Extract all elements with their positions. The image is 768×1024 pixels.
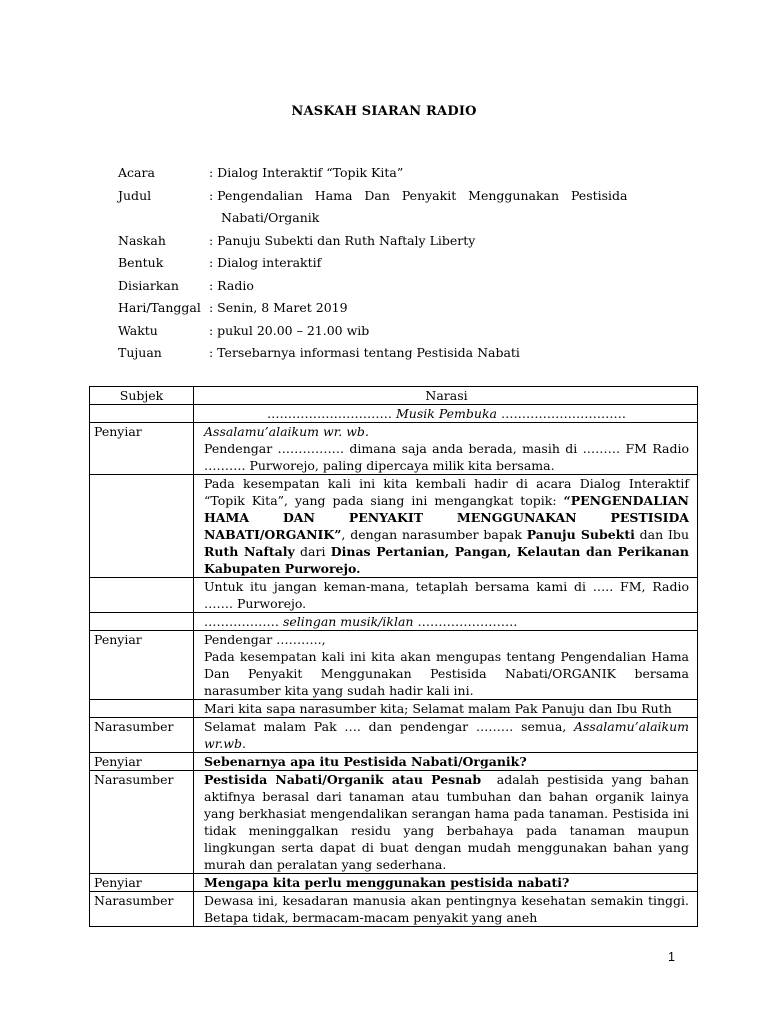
narration-text: dari bbox=[294, 544, 331, 559]
info-label: Tujuan bbox=[118, 345, 162, 360]
narration-cell: Dewasa ini, kesadaran manusia akan pentingnya kesehatan semakin tinggi. Betapa tidak, bermacam-macam penyakit yang aneh bbox=[194, 892, 698, 927]
page-number: 1 bbox=[668, 950, 675, 964]
info-value: : pukul 20.00 – 21.00 wib bbox=[209, 322, 370, 338]
table-row bbox=[90, 423, 698, 475]
table-row bbox=[90, 405, 698, 423]
info-row-disiarkan bbox=[118, 275, 678, 298]
narration-cell bbox=[194, 613, 698, 631]
narration-cell: Mari kita sapa narasumber kita; Selamat malam Pak Panuju dan Ibu Ruth bbox=[194, 700, 698, 718]
table-row bbox=[90, 475, 698, 578]
narration-cell bbox=[194, 631, 698, 700]
document-title: NASKAH SIARAN RADIO bbox=[291, 104, 477, 119]
topic-title: “PENGENDALIAN HAMA DAN PENYAKIT MENGGUNAKAN PESTISIDA NABATI/ORGANIK” bbox=[204, 493, 689, 542]
table-row bbox=[90, 892, 698, 927]
dots: ……………… bbox=[204, 614, 279, 629]
info-value: : Dialog Interaktif “Topik Kita” bbox=[209, 165, 404, 180]
info-label: Bentuk bbox=[118, 255, 164, 270]
table-row bbox=[90, 874, 698, 892]
dots: …………………… bbox=[417, 614, 518, 629]
info-value: : Tersebarnya informasi tentang Pestisida Nabati bbox=[209, 345, 520, 360]
info-label: Disiarkan bbox=[118, 277, 179, 293]
info-label: Naskah bbox=[118, 232, 166, 248]
info-label: Acara bbox=[118, 165, 155, 180]
dots: ………………………… bbox=[267, 406, 393, 421]
narration-text: dan Ibu bbox=[634, 527, 689, 542]
speaker-name: Panuju Subekti bbox=[526, 527, 635, 542]
subject-cell: Narasumber bbox=[90, 771, 194, 874]
info-value: : Senin, 8 Maret 2019 bbox=[209, 300, 348, 315]
table-row bbox=[90, 718, 698, 753]
info-row-waktu bbox=[118, 320, 678, 343]
table-row bbox=[90, 700, 698, 718]
header-subject: Subjek bbox=[90, 387, 194, 405]
subject-cell bbox=[90, 613, 194, 631]
info-value: : Radio bbox=[209, 277, 254, 293]
narration-text: Pada kesempatan kali ini kita kembali hadir di acara Dialog Interaktif “Topik Kita”, yang pada siang ini mengangkat topik: bbox=[204, 476, 689, 508]
subject-cell: Penyiar bbox=[90, 753, 194, 771]
subject-cell bbox=[90, 700, 194, 718]
greeting: Assalamu’alaikum wr.wb. bbox=[204, 719, 689, 751]
subject-cell bbox=[90, 405, 194, 423]
info-row-bentuk bbox=[118, 252, 678, 275]
info-row-judul-cont bbox=[118, 207, 678, 230]
info-row-tujuan bbox=[118, 342, 678, 365]
subject-cell: Penyiar bbox=[90, 423, 194, 475]
info-value-cont: Nabati/Organik bbox=[221, 210, 320, 225]
narration-text: adalah pestisida yang bahan aktifnya berasal dari tanaman atau tumbuhan dan bahan organik lainya yang berkhasiat mengendalikan serangan hama pada tanaman. Pestisida ini tidak meninggalkan residu yang berbahaya pada tanaman maupun lingkungan serta dapat di buat dengan mudah menggunakan bahan yang murah dan peralatan yang sederhana. bbox=[204, 772, 693, 872]
term: Pestisida Nabati/Organik atau Pesnab bbox=[204, 772, 482, 787]
narration-cell bbox=[194, 405, 698, 423]
info-row-hari-tanggal bbox=[118, 297, 678, 320]
dots: ………………………… bbox=[500, 406, 626, 421]
subject-cell bbox=[90, 475, 194, 578]
agency-name: Dinas Pertanian, Pangan, Kelautan dan Perikanan Kabupaten Purworejo. bbox=[204, 544, 689, 576]
narration-text: Selamat malam Pak …. dan pendengar ……… semua, bbox=[204, 719, 574, 734]
narration-cell bbox=[194, 423, 698, 475]
music-cue: Musik Pembuka bbox=[392, 406, 501, 421]
script-table bbox=[89, 386, 698, 927]
narration-text: , dengan narasumber bapak bbox=[341, 527, 527, 542]
speaker-name: Ruth Naftaly bbox=[204, 544, 295, 559]
narration-text: Pada kesempatan kali ini kita akan mengupas tentang Pengendalian Hama Dan Penyakit Menggunakan Pestisida Nabati/ORGANIK bersama narasumber kita yang sudah hadir kali ini. bbox=[204, 649, 689, 698]
subject-cell bbox=[90, 578, 194, 613]
table-row bbox=[90, 771, 698, 874]
info-label: Waktu bbox=[118, 322, 158, 338]
info-value: : Panuju Subekti dan Ruth Naftaly Liberty bbox=[209, 232, 476, 248]
table-row bbox=[90, 613, 698, 631]
info-label-empty bbox=[118, 207, 209, 230]
question-cell: Mengapa kita perlu menggunakan pestisida nabati? bbox=[194, 874, 698, 892]
greeting: Assalamu’alaikum wr. wb. bbox=[204, 424, 369, 439]
broadcast-info bbox=[118, 162, 678, 365]
info-value: : Pengendalian Hama Dan Penyakit Menggunakan Pestisida bbox=[209, 187, 628, 203]
subject-cell: Penyiar bbox=[90, 874, 194, 892]
narration-cell bbox=[194, 718, 698, 753]
question-cell: Sebenarnya apa itu Pestisida Nabati/Organik? bbox=[194, 753, 698, 771]
music-cue: selingan musik/iklan bbox=[279, 614, 418, 629]
header-narration: Narasi bbox=[194, 387, 698, 405]
narration-text: Pendengar ……………. dimana saja anda berada, masih di ……… FM Radio ………. Purworejo, paling dipercaya milik kita bersama. bbox=[204, 441, 689, 473]
info-row-judul bbox=[118, 185, 678, 208]
table-row bbox=[90, 753, 698, 771]
narration-cell: Untuk itu jangan keman-mana, tetaplah bersama kami di ….. FM, Radio ……. Purworejo. bbox=[194, 578, 698, 613]
table-row bbox=[90, 578, 698, 613]
subject-cell: Penyiar bbox=[90, 631, 194, 700]
info-row-acara bbox=[118, 162, 678, 185]
subject-cell: Narasumber bbox=[90, 892, 194, 927]
info-label: Hari/Tanggal bbox=[118, 300, 201, 315]
info-row-naskah bbox=[118, 230, 678, 253]
info-value: : Dialog interaktif bbox=[209, 255, 322, 270]
narration-cell bbox=[194, 771, 698, 874]
info-label: Judul bbox=[118, 187, 152, 203]
subject-cell: Narasumber bbox=[90, 718, 194, 753]
narration-cell bbox=[194, 475, 698, 578]
narration-line: Pendengar ……….., bbox=[204, 632, 326, 647]
table-row bbox=[90, 631, 698, 700]
table-header-row bbox=[90, 387, 698, 405]
